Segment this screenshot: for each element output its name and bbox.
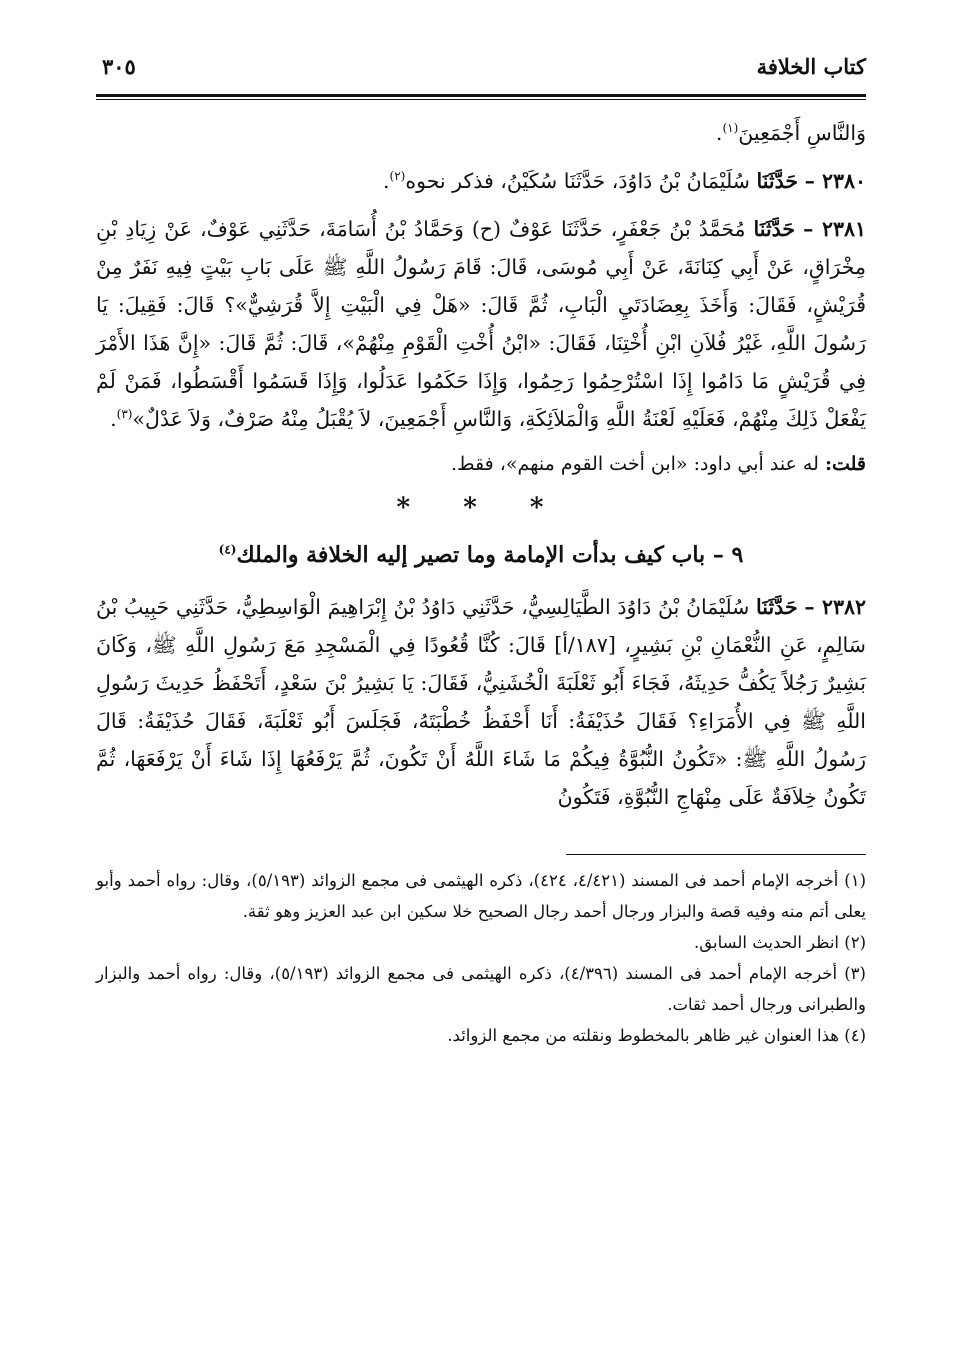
hadith-text: مُحَمَّدُ بْنُ جَعْفَرٍ، حَدَّثَنَا عَوْفٌ (ح) وَحَمَّادُ بْنُ أُسَامَةَ، حَدَّثَنِي عَوْفٌ، عَنْ زِيَادِ بْنِ مِخْرَاقٍ، عَنْ أَبِي كِنَانَةَ، عَنْ أَبِي مُوسَى، قَالَ: قَامَ رَسُولُ اللَّهِ ﷺ عَلَى بَابِ بَيْتٍ فِيهِ نَفَرٌ مِنْ قُرَيْشٍ، فَقَالَ: وَأَخَذَ بِعِضَادَتَيِ الْبَابِ، ثُمَّ قَالَ: «هَلْ فِي الْبَيْتِ إِلاَّ قُرَشِيٌّ»؟ قَالَ: فَقِيلَ: يَا رَسُولَ اللَّهِ، غَيْرُ فُلاَنِ ابْنِ أُخْتِنَا، فَقَالَ: «ابْنُ أُخْتِ الْقَوْمِ مِنْهُمْ»، قَالَ: ثُمَّ قَالَ: «إِنَّ هَذَا الأَمْرَ فِي قُرَيْشٍ مَا دَامُوا إِذَا اسْتُرْحِمُوا رَحِمُوا، وَإِذَا حَكَمُوا عَدَلُوا، وَإِذَا قَسَمُوا أَقْسَطُوا، فَمَنْ لَمْ يَفْعَلْ ذَلِكَ مِنْهُمْ، فَعَلَيْهِ لَعْنَةُ اللَّهِ وَالْمَلاَئِكَةِ، وَالنَّاسِ أَجْمَعِينَ، لاَ يُقْبَلُ مِنْهُ صَرْفٌ، وَلاَ عَدْلٌ» [96,217,866,431]
footnote-1: (١) أخرجه الإمام أحمد فى المسند (٤/٤٢١، ٤٢٤)، ذكره الهيثمى فى مجمع الزوائد (٥/١٩٣)، وقال: رواه أحمد وأبو يعلى أتم منه وفيه قصة والبزار ورجال أحمد رجال الصحيح خلا سكين ابن عبد العزيز وهو ثقة. [96,871,867,921]
hadith-text: سُلَيْمَانُ بْنُ دَاوُدَ الطَّيَالِسِيُّ، حَدَّثَنِي دَاوُدُ بْنُ إِبْرَاهِيمَ الْوَاسِطِيُّ، حَدَّثَنِي حَبِيبُ بْنُ سَالِمٍ، عَنِ النُّعْمَانِ بْنِ بَشِيرٍ، [١٨٧/أ] قَالَ: كُنَّا قُعُودًا فِي الْمَسْجِدِ مَعَ رَسُولِ اللَّهِ ﷺ، وَكَانَ بَشِيرٌ رَجُلاً يَكُفُّ حَدِيثَهُ، فَجَاءَ أَبُو ثَعْلَبَةَ الْخُشَنِيُّ، فَقَالَ: يَا بَشِيرُ بْنَ سَعْدٍ، أَتَحْفَظُ حَدِيثَ رَسُولِ اللَّهِ ﷺ فِي الأُمَرَاءِ؟ فَقَالَ حُذَيْفَةُ: أَنَا أَحْفَظُ خُطْبَتَهُ، فَجَلَسَ أَبُو ثَعْلَبَةَ، فَقَالَ حُذَيْفَةُ: قَالَ رَسُولُ اللَّهِ ﷺ: «تَكُونُ النُّبُوَّةُ فِيكُمْ مَا شَاءَ اللَّهُ أَنْ تَكُونَ، ثُمَّ يَرْفَعُهَا إِذَا شَاءَ أَنْ يَرْفَعَهَا، ثُمَّ تَكُونُ خِلاَفَةٌ عَلَى مِنْهَاجِ النُّبُوَّةِ، فَتَكُونُ [96,595,866,809]
hadith-2382 [96,588,866,816]
header-rule [96,94,866,100]
footnote-ref[interactable]: (٣) [116,407,133,422]
hadith-opening: حَدَّثَنَا [756,595,798,619]
hadith-number: ٢٣٨٠ – [804,169,866,193]
chapter-heading [96,534,866,576]
hadith-number: ٢٣٨٢ – [804,595,867,619]
footnote-4: (٤) هذا العنوان غير ظاهر بالمخطوط ونقلته من مجمع الزوائد. [447,1026,866,1045]
page-number: ٣٠٥ [102,54,136,79]
footnote-ref[interactable]: (١) [722,121,739,136]
hadith-2380: ٢٣٨٠ – حَدَّثَنَا سُلَيْمَانُ بْنُ دَاوُدَ، حَدَّثَنَا سُكَيْنُ، فذكر نحوه$^{(٢)}$. [383,169,866,193]
page-header [96,50,866,94]
note-label: قلت: [824,453,866,475]
footnote-ref[interactable]: (٤) [218,542,237,557]
footnote-3: (٣) أخرجه الإمام أحمد فى المسند (٤/٣٩٦)، ذكره الهيثمى فى مجمع الزوائد (٥/١٩٣)، وقال: رواه أحمد والبزار والطبرانى ورجال أحمد ثقات. [96,964,866,1014]
continuation-paragraph: وَالنَّاسِ أَجْمَعِينَ$^{(١)}$. [715,121,866,145]
note-text: له عند أبي داود: «ابن أخت القوم منهم»، فقط. [450,453,819,475]
footnote-2: (٢) انظر الحديث السابق. [694,933,866,952]
chapter-title: ٩ – باب كيف بدأت الإمامة وما تصير إليه الخلافة والملك [236,542,744,568]
hadith-number: ٢٣٨١ – [803,217,866,241]
continuation-text: وَالنَّاسِ أَجْمَعِينَ [738,121,866,145]
book-page [96,50,866,1340]
footnote-rule [566,854,866,855]
hadith-opening: حَدَّثَنَا [756,169,799,193]
hadith-opening: حَدَّثَنَا [753,217,796,241]
hadith-text: سُلَيْمَانُ بْنُ دَاوُدَ، حَدَّثَنَا سُكَيْنُ، فذكر نحوه [405,169,750,193]
footnotes [96,865,866,1051]
section-divider: * * * [396,493,566,523]
hadith-2381: ٢٣٨١ – حَدَّثَنَا مُحَمَّدُ بْنُ جَعْفَرٍ، حَدَّثَنَا عَوْفٌ (ح) وَحَمَّادُ بْنُ أُسَامَةَ، حَدَّثَنِي عَوْفٌ، عَنْ زِيَادِ بْنِ مِخْرَاقٍ، عَنْ أَبِي كِنَانَةَ، عَنْ أَبِي مُوسَى، قَالَ: قَامَ رَسُولُ اللَّهِ ﷺ عَلَى بَابِ بَيْتٍ فِيهِ نَفَرٌ مِنْ قُرَيْشٍ، فَقَالَ: وَأَخَذَ بِعِضَادَتَيِ الْبَابِ، ثُمَّ قَالَ: «هَلْ فِي الْبَيْتِ إِلاَّ قُرَشِيٌّ»؟ قَالَ: فَقِيلَ: يَا رَسُولَ اللَّهِ، غَيْرُ فُلاَنِ ابْنِ أُخْتِنَا، فَقَالَ: «ابْنُ أُخْتِ الْقَوْمِ مِنْهُمْ»، قَالَ: ثُمَّ قَالَ: «إِنَّ هَذَا الأَمْرَ فِي قُرَيْشٍ مَا دَامُوا إِذَا اسْتُرْحِمُوا رَحِمُوا، وَإِذَا حَكَمُوا عَدَلُوا، وَإِذَا قَسَمُوا أَقْسَطُوا، فَمَنْ لَمْ يَفْعَلْ ذَلِكَ مِنْهُمْ، فَعَلَيْهِ لَعْنَةُ اللَّهِ وَالْمَلاَئِكَةِ، وَالنَّاسِ أَجْمَعِينَ، لاَ يُقْبَلُ مِنْهُ صَرْفٌ، وَلاَ عَدْلٌ»$^{(٣)}$. [96,217,866,431]
editor-note [96,448,866,480]
running-title: كتاب الخلافة [756,54,866,79]
footnote-ref[interactable]: (٢) [389,169,406,184]
